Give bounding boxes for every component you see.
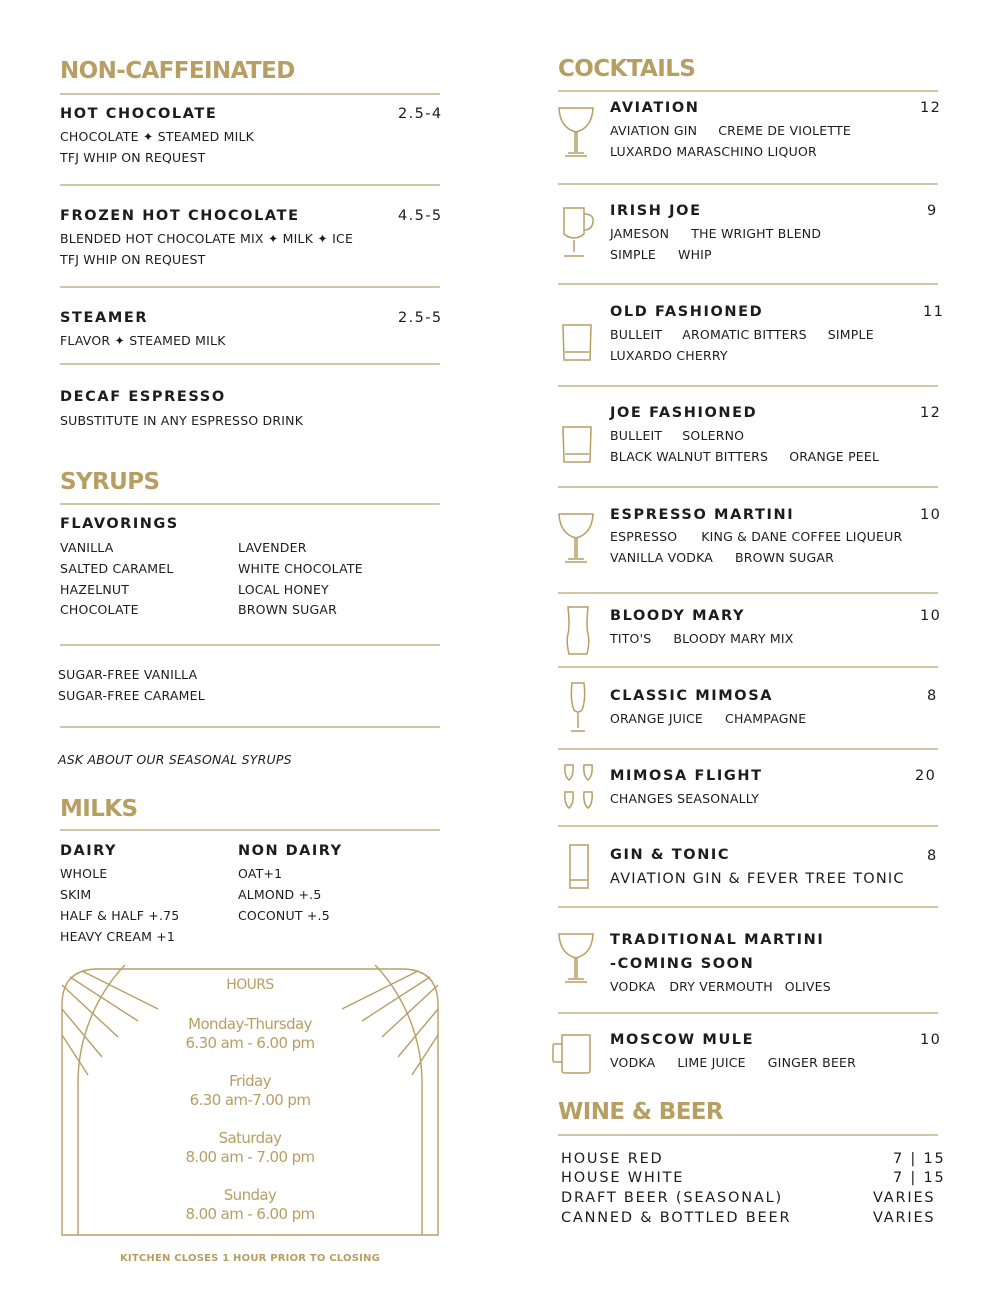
dairy-option: WHOLE <box>60 866 108 881</box>
beer-item-price: VARIES <box>873 1210 936 1226</box>
wine-item-name: HOUSE WHITE <box>561 1170 685 1186</box>
dairy-option: HEAVY CREAM +1 <box>60 929 176 944</box>
old-fashioned-line1: BULLEIT AROMATIC BITTERS SIMPLE <box>610 327 874 342</box>
mimosa-flight-name: MIMOSA FLIGHT <box>610 768 763 784</box>
joe-fashioned-line1: BULLEIT SOLERNO <box>610 428 745 443</box>
frozen-hot-chocolate-name: FROZEN HOT CHOCOLATE <box>60 208 300 224</box>
coupe-glass-icon <box>556 104 596 160</box>
hot-chocolate-line1: CHOCOLATE ✦ STEAMED MILK <box>60 129 255 144</box>
aviation-line2: LUXARDO MARASCHINO LIQUOR <box>610 144 817 159</box>
syrup-flavor: VANILLA <box>60 540 114 555</box>
syrup-flavor: LOCAL HONEY <box>238 582 329 597</box>
hot-chocolate-price: 2.5-4 <box>398 106 443 122</box>
mule-mug-icon <box>550 1032 594 1076</box>
item-divider <box>558 1012 938 1014</box>
item-divider <box>558 825 938 827</box>
old-fashioned-price: 11 <box>923 304 945 320</box>
hours-time: 6.30 am - 6.00 pm <box>185 1034 315 1052</box>
dairy-option: HALF & HALF +.75 <box>60 908 180 923</box>
decaf-espresso-line1: SUBSTITUTE IN ANY ESPRESSO DRINK <box>60 413 304 428</box>
item-divider <box>558 283 938 285</box>
item-divider <box>60 286 440 288</box>
coming-soon-label: -COMING SOON <box>610 956 755 972</box>
mimosa-flight-price: 20 <box>915 768 937 784</box>
steamer-name: STEAMER <box>60 310 149 326</box>
old-fashioned-line2: LUXARDO CHERRY <box>610 348 728 363</box>
item-divider <box>558 906 938 908</box>
syrup-flavor: HAZELNUT <box>60 582 130 597</box>
gin-tonic-name: GIN & TONIC <box>610 847 731 863</box>
syrup-flavor: LAVENDER <box>238 540 307 555</box>
espresso-martini-name: ESPRESSO MARTINI <box>610 507 795 523</box>
frozen-hot-chocolate-line2: TFJ WHIP ON REQUEST <box>60 252 206 267</box>
traditional-martini-name: TRADITIONAL MARTINI <box>610 932 825 948</box>
kitchen-closing-note: KITCHEN CLOSES 1 HOUR PRIOR TO CLOSING <box>119 1253 381 1264</box>
joe-fashioned-price: 12 <box>920 405 942 421</box>
wine-item-price: 7 | 15 <box>893 1170 946 1186</box>
flight-glasses-icon <box>562 762 600 814</box>
non-dairy-option: COCONUT +.5 <box>238 908 330 923</box>
item-divider <box>60 363 440 365</box>
coupe-glass-icon <box>556 510 596 566</box>
beer-item-name: DRAFT BEER (SEASONAL) <box>561 1190 783 1206</box>
moscow-mule-line1: VODKA LIME JUICE GINGER BEER <box>610 1055 857 1070</box>
dairy-label: DAIRY <box>60 843 118 859</box>
section-rule <box>558 1134 938 1136</box>
milks-title: MILKS <box>60 796 138 822</box>
classic-mimosa-line1: ORANGE JUICE CHAMPAGNE <box>610 711 807 726</box>
flavorings-label: FLAVORINGS <box>60 516 179 532</box>
joe-fashioned-name: JOE FASHIONED <box>610 405 758 421</box>
item-divider <box>558 385 938 387</box>
hot-chocolate-name: HOT CHOCOLATE <box>60 106 218 122</box>
dairy-option: SKIM <box>60 887 92 902</box>
espresso-martini-line1: ESPRESSO KING & DANE COFFEE LIQUEUR <box>610 529 903 544</box>
sugar-free-syrup: SUGAR-FREE VANILLA <box>58 667 198 682</box>
hot-chocolate-line2: TFJ WHIP ON REQUEST <box>60 150 206 165</box>
non-caffeinated-title: NON-CAFFEINATED <box>60 58 295 84</box>
non-dairy-label: NON DAIRY <box>238 843 343 859</box>
syrup-flavor: BROWN SUGAR <box>238 602 337 617</box>
hours-time: 6.30 am-7.00 pm <box>189 1091 311 1109</box>
aviation-name: AVIATION <box>610 100 700 116</box>
steamer-price: 2.5-5 <box>398 310 443 326</box>
hours-time: 8.00 am - 6.00 pm <box>185 1205 315 1223</box>
gin-tonic-line: AVIATION GIN & FEVER TREE TONIC <box>610 871 905 887</box>
classic-mimosa-price: 8 <box>927 688 938 704</box>
hours-day: Monday-Thursday <box>188 1015 312 1033</box>
steamer-line1: FLAVOR ✦ STEAMED MILK <box>60 333 226 348</box>
irish-joe-name: IRISH JOE <box>610 203 702 219</box>
syrup-flavor: SALTED CARAMEL <box>60 561 174 576</box>
bloody-mary-price: 10 <box>920 608 942 624</box>
frozen-hot-chocolate-line1: BLENDED HOT CHOCOLATE MIX ✦ MILK ✦ ICE <box>60 231 354 246</box>
irish-joe-line1: JAMESON THE WRIGHT BLEND <box>610 226 822 241</box>
item-divider <box>558 666 938 668</box>
item-divider <box>558 183 938 185</box>
syrups-title: SYRUPS <box>60 469 160 495</box>
traditional-martini-line1: VODKA DRY VERMOUTH OLIVES <box>610 979 831 994</box>
item-divider <box>558 486 938 488</box>
wine-item-price: 7 | 15 <box>893 1151 946 1167</box>
syrup-flavor: CHOCOLATE <box>60 602 139 617</box>
section-rule <box>60 829 440 831</box>
bloody-mary-name: BLOODY MARY <box>610 608 746 624</box>
irish-coffee-mug-icon <box>558 204 596 260</box>
item-divider <box>60 184 440 186</box>
joe-fashioned-line2: BLACK WALNUT BITTERS ORANGE PEEL <box>610 449 880 464</box>
moscow-mule-price: 10 <box>920 1032 942 1048</box>
highball-glass-icon <box>566 842 592 892</box>
old-fashioned-name: OLD FASHIONED <box>610 304 764 320</box>
pint-glass-icon <box>562 604 594 658</box>
beer-item-name: CANNED & BOTTLED BEER <box>561 1210 792 1226</box>
wine-item-name: HOUSE RED <box>561 1151 664 1167</box>
item-divider <box>558 592 938 594</box>
irish-joe-price: 9 <box>927 203 938 219</box>
classic-mimosa-name: CLASSIC MIMOSA <box>610 688 774 704</box>
seasonal-syrups-note: ASK ABOUT OUR SEASONAL SYRUPS <box>58 752 292 767</box>
hours-title: HOURS <box>226 977 274 993</box>
espresso-martini-price: 10 <box>920 507 942 523</box>
sugar-free-syrup: SUGAR-FREE CARAMEL <box>58 688 205 703</box>
wine-beer-title: WINE & BEER <box>558 1099 724 1125</box>
irish-joe-line2: SIMPLE WHIP <box>610 247 712 262</box>
item-divider <box>60 726 440 728</box>
item-divider <box>60 644 440 646</box>
hours-day: Sunday <box>223 1186 277 1204</box>
syrup-flavor: WHITE CHOCOLATE <box>238 561 363 576</box>
rocks-glass-icon <box>560 424 596 466</box>
espresso-martini-line2: VANILLA VODKA BROWN SUGAR <box>610 550 835 565</box>
cocktails-title: COCKTAILS <box>558 56 696 82</box>
decaf-espresso-name: DECAF ESPRESSO <box>60 389 226 405</box>
section-rule <box>60 503 440 505</box>
mimosa-flight-line1: CHANGES SEASONALLY <box>610 791 760 806</box>
hours-day: Saturday <box>218 1129 282 1147</box>
gin-tonic-price: 8 <box>927 848 938 864</box>
bloody-mary-line1: TITO'S BLOODY MARY MIX <box>610 631 794 646</box>
section-rule <box>558 90 938 92</box>
non-dairy-option: ALMOND +.5 <box>238 887 322 902</box>
champagne-flute-icon <box>566 680 590 734</box>
moscow-mule-name: MOSCOW MULE <box>610 1032 755 1048</box>
beer-item-price: VARIES <box>873 1190 936 1206</box>
section-rule <box>60 93 440 95</box>
rocks-glass-icon <box>560 322 596 364</box>
aviation-line1: AVIATION GIN CREME DE VIOLETTE <box>610 123 851 138</box>
frozen-hot-chocolate-price: 4.5-5 <box>398 208 443 224</box>
coupe-glass-icon <box>556 930 596 986</box>
non-dairy-option: OAT+1 <box>238 866 283 881</box>
aviation-price: 12 <box>920 100 942 116</box>
hours-time: 8.00 am - 7.00 pm <box>185 1148 315 1166</box>
hours-day: Friday <box>229 1072 271 1090</box>
item-divider <box>558 748 938 750</box>
